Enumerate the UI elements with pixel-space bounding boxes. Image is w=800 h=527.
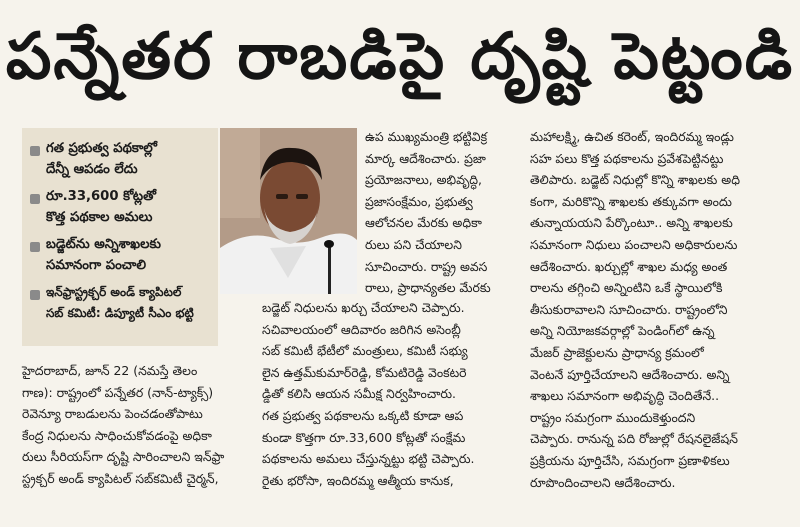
text-line: సహ పలు కొత్త పథకాలను ప్రవేశపెట్టినట్టు bbox=[530, 150, 724, 166]
highlight-line: బడ్జెట్‌ను అన్నిశాఖలకు bbox=[46, 237, 161, 252]
highlight-line: ఇన్‌ఫ్రాస్ట్రక్చర్ అండ్ క్యాపిటల్ bbox=[46, 285, 182, 299]
highlight-text bbox=[46, 282, 194, 324]
text-line: స్ట్రక్చర్ అండ్ క్యాపిటల్ సబ్‌కమిటీ చైర్మన్, bbox=[22, 470, 219, 486]
highlight-item bbox=[28, 234, 212, 276]
highlights-box bbox=[22, 128, 218, 346]
text-line: లైన ఉత్తమ్‌కుమార్‌రెడ్డి, కోమటిరెడ్డి వెంకటరె bbox=[262, 364, 467, 380]
article-column-1 bbox=[22, 360, 258, 490]
highlight-item bbox=[28, 138, 212, 180]
text-line: తున్నాయయని పేర్కొంటూ.. అన్ని శాఖలకు bbox=[530, 215, 733, 231]
article-column-2-top bbox=[365, 126, 525, 299]
text-line: హైదరాబాద్, జూన్ 22 (నమస్తే తెలం bbox=[22, 363, 198, 378]
highlight-line: సబ్ కమిటీ: డిప్యూటీ సీఎం భట్టి bbox=[46, 306, 194, 320]
text-line: కంగా, మరికొన్ని శాఖలకు తక్కువగా అందు bbox=[530, 193, 732, 209]
highlight-line: దేన్నీ ఆపడం లేదు bbox=[46, 162, 138, 177]
text-line: చెప్పారు. రానున్న పది రోజుల్లో రేషనలైజేషన్ bbox=[530, 431, 738, 447]
text-line: ప్రజాసంక్షేమం, ప్రభుత్వ bbox=[365, 193, 473, 209]
highlight-text bbox=[46, 234, 161, 276]
portrait-photo-icon bbox=[220, 128, 357, 294]
text-line: వెంటనే పూర్తిచేయాలని ఆదేశించారు. అన్ని bbox=[530, 366, 730, 382]
text-line: సమానంగా నిధులు పంచాలని అధికారులను bbox=[530, 236, 738, 252]
text-line: కుండా కొత్తగా రూ.33,600 కోట్లతో సంక్షేమ bbox=[262, 429, 466, 445]
text-line: తీసుకురావాలని సూచించారు. రాష్ట్రంలోని bbox=[530, 301, 728, 317]
text-line: అన్ని నియోజకవర్గాల్లో పెండింగ్‌లో ఉన్న bbox=[530, 323, 715, 339]
text-line: మేజర్ ప్రాజెక్టులను ప్రాధాన్య క్రమంలో bbox=[530, 344, 704, 360]
text-line: కేంద్ర నిధులను సాధించుకోవడంపై అధికా bbox=[22, 427, 212, 443]
bullet-square-icon bbox=[30, 194, 40, 204]
text-line: గత ప్రభుత్వ పథకాలను ఒక్కటి కూడా ఆప bbox=[262, 407, 464, 423]
highlight-line: కొత్త పథకాల అమలు bbox=[46, 210, 153, 225]
text-line: సూచించారు. రాష్ట్ర అవస bbox=[365, 258, 488, 274]
text-line: ఉప ముఖ్యమంత్రి భట్టివిక్ర bbox=[365, 129, 488, 144]
text-line: మార్క ఆదేశించారు. ప్రజా bbox=[365, 150, 486, 166]
text-line: సబ్ కమిటీ భేటీలో మంత్రులు, కమిటీ సభ్యు bbox=[262, 343, 468, 359]
text-line: ప్రక్రియను పూర్తిచేసి, సమగ్రంగా ప్రణాళికలు bbox=[530, 452, 730, 468]
highlight-line: సమానంగా పంచాలి bbox=[46, 258, 146, 273]
highlight-text bbox=[46, 138, 157, 180]
bullet-square-icon bbox=[30, 290, 40, 300]
text-line: పథకాలను అమలు చేస్తున్నట్టు భట్టి చెప్పారు. bbox=[262, 451, 475, 467]
text-line: ప్రయోజనాలు, అభివృద్ధి, bbox=[365, 172, 482, 188]
text-line: తెలిపారు. బడ్జెట్ నిధుల్లో కొన్ని శాఖలకు అధి bbox=[530, 172, 740, 188]
text-line: ఆలోచనల మేరకు అధికా bbox=[365, 215, 482, 231]
text-line: శాఖలు సమానంగా అభివృద్ధి చెందితేనే.. bbox=[530, 388, 720, 404]
text-line: రులు సీరియస్‌గా దృష్టి సారించాలని ఇన్‌ఫ్రా bbox=[22, 449, 225, 465]
text-line: రెవెన్యూ రాబడులను పెంచడంతోపాటు bbox=[22, 406, 203, 422]
highlight-line: గత ప్రభుత్వ పథకాల్లో bbox=[46, 141, 157, 156]
highlight-line: రూ.33,600 కోట్లతో bbox=[46, 189, 156, 204]
text-line: రైతు భరోసా, ఇందిరమ్మ ఆత్మీయ కానుక, bbox=[262, 472, 454, 488]
portrait-photo bbox=[220, 128, 357, 294]
article-column-2-bottom bbox=[262, 297, 524, 491]
highlight-item bbox=[28, 186, 212, 228]
text-line: రూపొందించాలని ఆదేశించారు. bbox=[530, 474, 676, 490]
text-line: రాష్ట్రం సమగ్రంగా ముందుకెళ్తుందని bbox=[530, 409, 696, 425]
text-line: ఆదేశించారు. ఖర్చుల్లో శాఖల మధ్య అంత bbox=[530, 258, 728, 274]
highlight-text bbox=[46, 186, 156, 228]
text-line: మహాలక్ష్మి, ఉచిత కరెంట్, ఇందిరమ్మ ఇండ్లు bbox=[530, 129, 734, 144]
text-line: గాణ): రాష్ట్రంలో పన్నేతర (నాన్-ట్యాక్స్) bbox=[22, 384, 214, 400]
text-line: బడ్జెట్ నిధులను ఖర్చు చేయాలని చెప్పారు. bbox=[262, 300, 465, 315]
headline: పన్నేతర రాబడిపై దృష్టి పెట్టండి bbox=[5, 20, 795, 94]
text-line: రాలు, ప్రాధాన్యతల మేరకు bbox=[365, 280, 491, 296]
bullet-square-icon bbox=[30, 242, 40, 252]
text-line: డ్డితో కలిసి ఆయన సమీక్ష నిర్వహించారు. bbox=[262, 386, 456, 402]
highlight-item bbox=[28, 282, 212, 324]
article-column-3 bbox=[530, 126, 780, 493]
text-line: రాలను తగ్గించి అన్నింటిని ఒకే స్థాయిలోకి bbox=[530, 280, 723, 296]
text-line: రులు పని చేయాలని bbox=[365, 236, 462, 252]
text-line: సచివాలయంలో ఆదివారం జరిగిన అసెంబ్లీ bbox=[262, 321, 461, 337]
bullet-square-icon bbox=[30, 146, 40, 156]
